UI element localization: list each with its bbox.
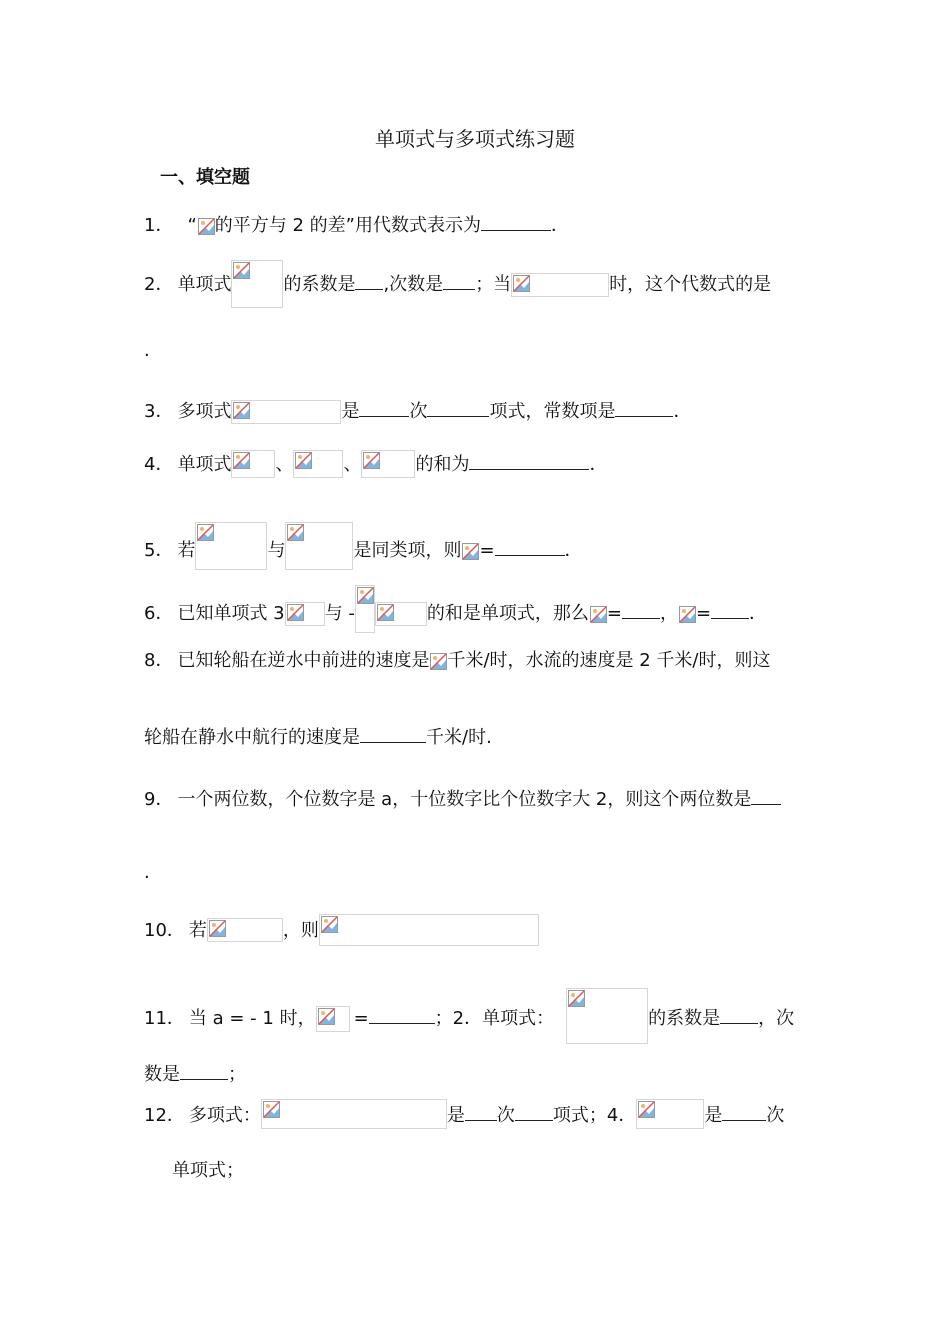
formula-image bbox=[231, 450, 275, 478]
question-2: 2． 单项式 的系数是 ,次数是 ；当 时，这个代数式的是 bbox=[144, 260, 771, 286]
question-5: 5． 若 与 是同类项，则 = ． bbox=[144, 522, 583, 548]
answer-blank[interactable] bbox=[427, 397, 489, 417]
formula-image bbox=[207, 918, 283, 942]
answer-blank[interactable] bbox=[481, 211, 551, 231]
broken-image-icon bbox=[429, 652, 447, 670]
answer-blank[interactable] bbox=[622, 599, 660, 619]
formula-image bbox=[231, 260, 283, 308]
question-12: 12． 多项式： 是 次 项式；4． 是 次 bbox=[144, 1099, 784, 1125]
question-11-continued: 数是 ； bbox=[144, 1060, 246, 1086]
formula-image bbox=[285, 602, 325, 626]
question-6: 6． 已知单项式 3 与 - 的和是单项式，那么 = ， = ． bbox=[144, 585, 767, 611]
broken-image-icon bbox=[197, 217, 215, 235]
formula-image bbox=[361, 450, 415, 478]
formula-image bbox=[355, 585, 375, 633]
answer-blank[interactable] bbox=[495, 536, 565, 556]
question-9: 9． 一个两位数，个位数字是 a，十位数字比个位数字大 2，则这个两位数是 bbox=[144, 785, 781, 811]
answer-blank[interactable] bbox=[443, 270, 475, 290]
answer-blank[interactable] bbox=[515, 1101, 553, 1121]
answer-blank[interactable] bbox=[720, 1004, 758, 1024]
answer-blank[interactable] bbox=[360, 723, 426, 743]
answer-blank[interactable] bbox=[711, 599, 749, 619]
question-12-continued: 单项式； bbox=[172, 1160, 244, 1181]
question-3: 3． 多项式 是 次 项式，常数项是 ． bbox=[144, 397, 691, 423]
section-heading: 一、填空题 bbox=[160, 167, 250, 188]
formula-image bbox=[261, 1099, 447, 1129]
question-10: 10． 若 ，则 bbox=[144, 914, 539, 940]
answer-blank[interactable] bbox=[359, 397, 409, 417]
question-2-continued: . bbox=[144, 340, 150, 361]
formula-image bbox=[285, 522, 353, 570]
question-8: 8． 已知轮船在逆水中前进的速度是 千米/时，水流的速度是 2 千米/时，则这 bbox=[144, 650, 771, 671]
question-11: 11． 当 a = - 1 时， = ；2．单项式： 的系数是 ，次 bbox=[144, 988, 794, 1014]
formula-image bbox=[293, 450, 343, 478]
answer-blank[interactable] bbox=[722, 1101, 766, 1121]
answer-blank[interactable] bbox=[751, 785, 781, 805]
answer-blank[interactable] bbox=[369, 1004, 435, 1024]
formula-image bbox=[566, 988, 648, 1044]
formula-image bbox=[316, 1006, 350, 1032]
page-title: 单项式与多项式练习题 bbox=[375, 127, 575, 151]
answer-blank[interactable] bbox=[355, 270, 383, 290]
formula-image bbox=[636, 1099, 704, 1129]
formula-image bbox=[195, 522, 267, 570]
answer-blank[interactable] bbox=[465, 1101, 497, 1121]
answer-blank[interactable] bbox=[180, 1060, 228, 1080]
formula-image bbox=[511, 273, 609, 297]
broken-image-icon bbox=[678, 605, 696, 623]
question-4: 4． 单项式 、 、 的和为 ． bbox=[144, 450, 607, 476]
question-1: 1． “ 的平方与 2 的差”用代数式表示为 ． bbox=[144, 211, 569, 237]
formula-image bbox=[375, 602, 427, 626]
formula-image bbox=[231, 400, 341, 424]
broken-image-icon bbox=[461, 542, 479, 560]
question-9-continued: . bbox=[144, 862, 150, 883]
broken-image-icon bbox=[589, 605, 607, 623]
answer-blank[interactable] bbox=[469, 450, 589, 470]
formula-image bbox=[319, 914, 539, 946]
answer-blank[interactable] bbox=[615, 397, 673, 417]
question-8-continued: 轮船在静水中航行的速度是 千米/时. bbox=[144, 723, 492, 749]
